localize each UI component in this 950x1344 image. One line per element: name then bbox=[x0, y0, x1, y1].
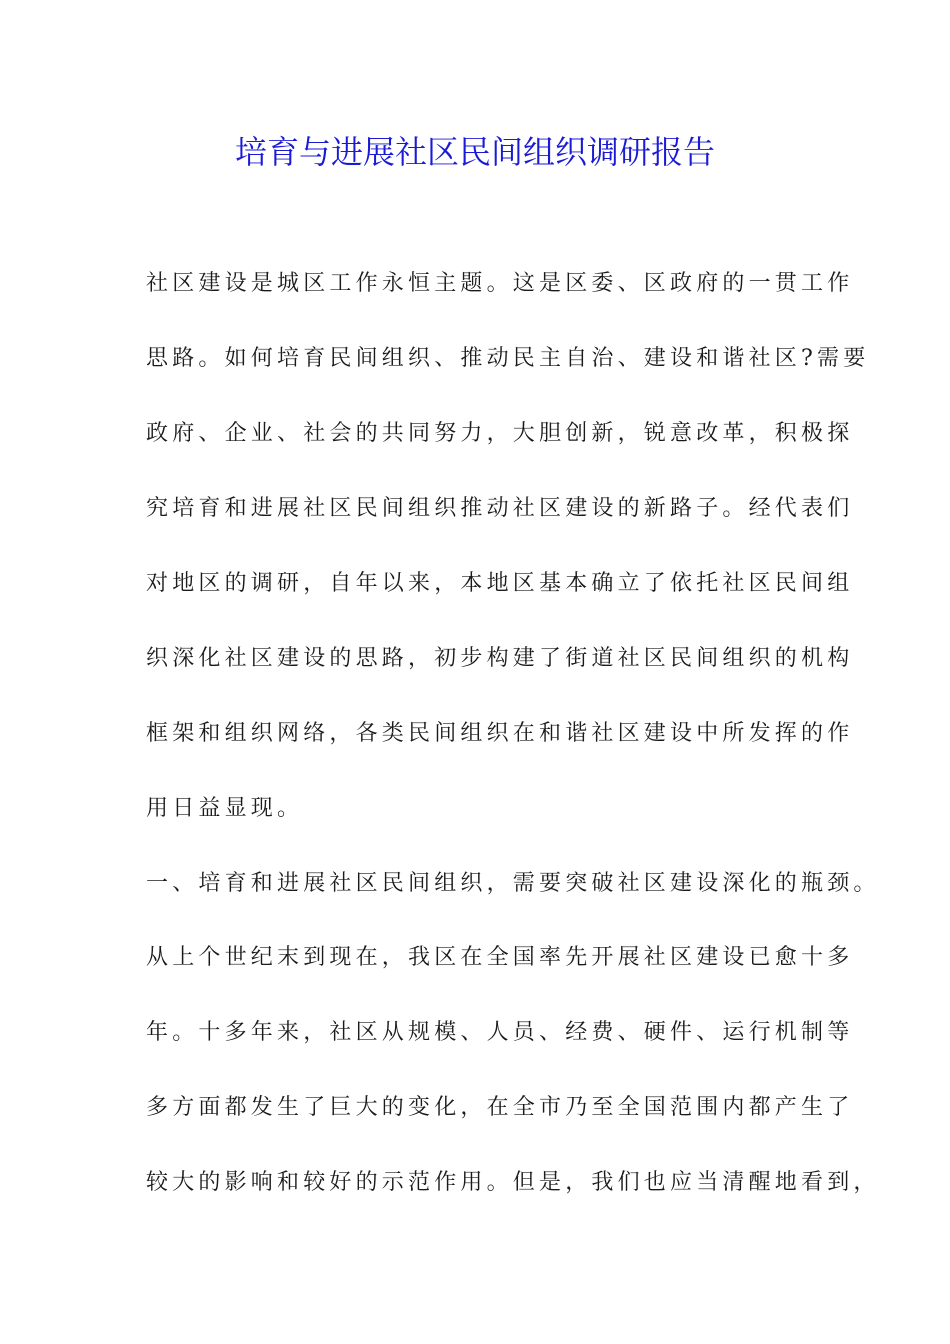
body-text-line: 用日益显现。 bbox=[146, 796, 304, 821]
body-text-line: 织深化社区建设的思路，初步构建了街道社区民间组织的机构 bbox=[146, 646, 854, 671]
body-text-line: 框架和组织网络，各类民间组织在和谐社区建设中所发挥的作 bbox=[146, 721, 854, 746]
document-title: 培育与进展社区民间组织调研报告 bbox=[234, 133, 715, 171]
body-text-line: 究培育和进展社区民间组织推动社区建设的新路子。经代表们 bbox=[146, 496, 854, 521]
body-text-line: 多方面都发生了巨大的变化，在全市乃至全国范围内都产生了 bbox=[146, 1095, 854, 1120]
body-text-line: 较大的影响和较好的示范作用。但是，我们也应当清醒地看到， bbox=[146, 1170, 880, 1195]
body-text-line: 从上个世纪末到现在，我区在全国率先开展社区建设已愈十多 bbox=[146, 945, 854, 970]
section-heading-line: 一、培育和进展社区民间组织，需要突破社区建设深化的瓶颈。 bbox=[146, 871, 880, 896]
body-text-line: 对地区的调研，自年以来，本地区基本确立了依托社区民间组 bbox=[146, 571, 854, 596]
body-text-line: 年。十多年来，社区从规模、人员、经费、硬件、运行机制等 bbox=[146, 1020, 854, 1045]
body-text-line: 政府、企业、社会的共同努力，大胆创新，锐意改革，积极探 bbox=[146, 421, 854, 446]
body-text-line: 思路。如何培育民间组织、推动民主自治、建设和谐社区?需要 bbox=[146, 346, 870, 371]
body-text-line: 社区建设是城区工作永恒主题。这是区委、区政府的一贯工作 bbox=[146, 271, 854, 296]
